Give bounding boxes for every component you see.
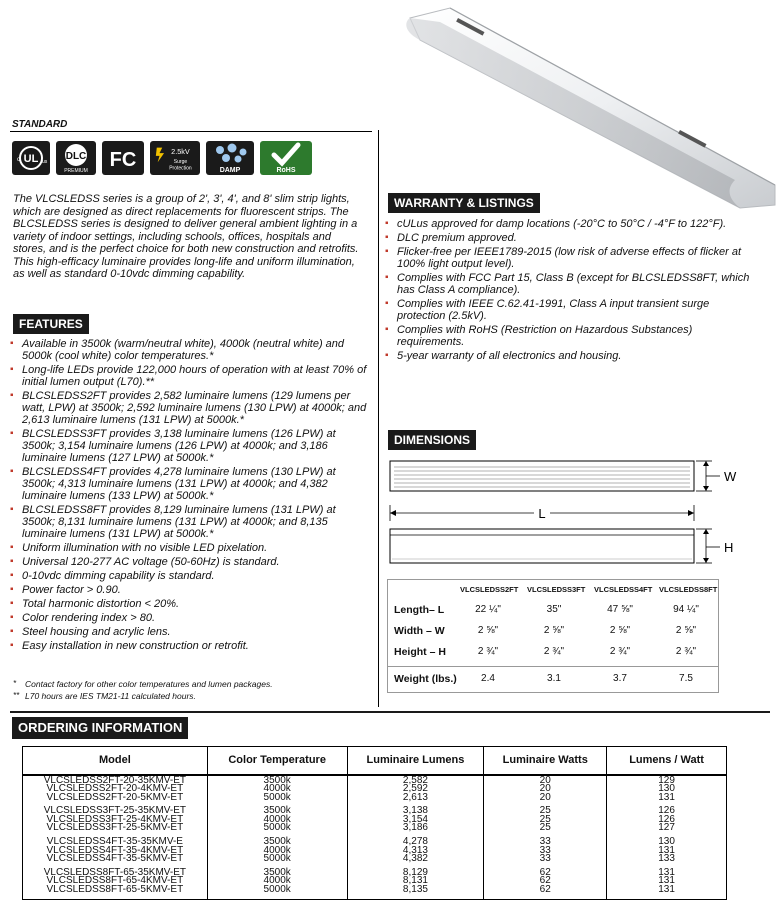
cell-line: 8,131: [402, 875, 428, 887]
list-item: ▪ BLCSLEDSS2FT provides 2,582 luminaire lumens (129 lumens per watt, LPW) at 3500k; 2,592 luminaire lumens (130 LPW) at 4000k; and 2,613 luminaire lumens (131 LPW) at 5000k.*: [10, 390, 370, 426]
column-header: Color Temperature: [207, 747, 347, 775]
table-cell: 22 ¼": [475, 604, 501, 615]
row-label: Width – W: [394, 625, 445, 637]
list-item: ▪ cULus approved for damp locations (-20°C to 50°C / -4°F to 122°F).: [385, 218, 755, 230]
table-cell: [484, 837, 607, 868]
table-cell: [607, 806, 727, 837]
table-row: [23, 868, 727, 899]
cell-line: 20: [539, 783, 551, 795]
cell-line: VLCSLEDSS3FT-25-5KMV-ET: [46, 822, 184, 834]
fcc-logo: [102, 141, 144, 175]
cell-line: VLCSLEDSS2FT-20-4KMV-ET: [46, 783, 184, 795]
cell-line: 126: [658, 805, 675, 817]
cell-line: 25: [539, 805, 551, 817]
cell-line: 4000k: [263, 783, 291, 795]
footnotes: [13, 678, 273, 702]
rohs-logo: [260, 141, 312, 175]
svg-text:FC: FC: [109, 149, 137, 171]
surge-protection-logo: [150, 141, 200, 175]
column-header: VLCSLEDSS8FT: [659, 585, 718, 594]
cell-line: 5000k: [263, 822, 291, 834]
cell-line: 8,135: [402, 884, 428, 896]
cell-line: 25: [539, 813, 551, 825]
table-cell: 2 ¾": [609, 646, 631, 657]
table-cell: [23, 837, 208, 868]
table-cell: [607, 868, 727, 899]
divider: [10, 131, 372, 132]
cell-line: 131: [658, 844, 675, 856]
cell-line: 2,613: [402, 791, 428, 803]
cell-line: VLCSLEDSS8FT-65-35KMV-ET: [43, 866, 186, 878]
cell-line: VLCSLEDSS4FT-35-35KMV-E: [46, 836, 183, 848]
list-item: ▪ Complies with FCC Part 15, Class B (except for BLCSLEDSS8FT, which has Class A compliance).: [385, 272, 755, 296]
table-cell: [607, 775, 727, 807]
svg-text:DAMP: DAMP: [219, 167, 241, 174]
list-item: ▪ Uniform illumination with no visible LED pixelation.: [10, 542, 370, 554]
cell-line: 2,582: [402, 774, 428, 786]
ordering-heading: ORDERING INFORMATION: [12, 717, 188, 739]
svg-text:c: c: [17, 157, 20, 163]
product-image: [380, 0, 780, 210]
cell-line: 131: [658, 884, 675, 896]
table-cell: [347, 837, 484, 868]
cell-line: 4000k: [263, 844, 291, 856]
table-cell: 47 ⅝": [607, 604, 633, 615]
cell-line: 126: [658, 813, 675, 825]
row-label: Length– L: [394, 604, 445, 616]
cell-line: 4,382: [402, 853, 428, 865]
table-cell: 94 ¼": [673, 604, 699, 615]
cell-line: 33: [539, 844, 551, 856]
damp-location-logo: [206, 141, 254, 175]
divider: [10, 711, 770, 713]
list-item: ▪ Complies with RoHS (Restriction on Hazardous Substances) requirements.: [385, 324, 755, 348]
cell-line: 133: [658, 853, 675, 865]
cell-line: 3500k: [263, 836, 291, 848]
column-header: VLCSLEDSS4FT: [594, 585, 653, 594]
cell-line: VLCSLEDSS8FT-65-5KMV-ET: [46, 884, 184, 896]
table-cell: 2 ¾": [477, 646, 499, 657]
table-cell: 2 ¾": [675, 646, 697, 657]
cell-line: 127: [658, 822, 675, 834]
certification-logos: [12, 141, 312, 175]
table-cell: [607, 837, 727, 868]
table-cell: [484, 806, 607, 837]
list-item: ▪ Color rendering index > 80.: [10, 612, 370, 624]
warranty-list: [385, 218, 755, 364]
svg-text:2.5kV: 2.5kV: [171, 147, 190, 157]
cell-line: 131: [658, 866, 675, 878]
warranty-heading: WARRANTY & LISTINGS: [388, 193, 540, 213]
svg-text:Surge: Surge: [173, 159, 188, 166]
standard-label: STANDARD: [12, 119, 68, 130]
ordering-table: [22, 746, 727, 900]
h-label: H: [724, 540, 734, 555]
cell-line: VLCSLEDSS3FT-25-4KMV-ET: [46, 813, 184, 825]
cul-us-logo: [12, 141, 50, 175]
ordering-table-body: [23, 775, 727, 900]
cell-line: 20: [539, 774, 551, 786]
table-cell: 2 ⅝": [543, 625, 565, 636]
list-item: ▪ Flicker-free per IEEE1789-2015 (low risk of adverse effects of flicker at 100% light output level).: [385, 246, 755, 270]
cell-line: 4000k: [263, 813, 291, 825]
svg-text:Protection: Protection: [169, 165, 192, 172]
list-item: ▪ BLCSLEDSS3FT provides 3,138 luminaire lumens (126 LPW) at 3500k; 3,154 luminaire lumens (126 LPW) at 4000k; and 3,186 luminaire lumens (127 LPW) at 5000k.*: [10, 428, 370, 464]
table-cell: [207, 837, 347, 868]
cell-line: 5000k: [263, 853, 291, 865]
cell-line: 4,278: [402, 836, 428, 848]
cell-line: 3,138: [402, 805, 428, 817]
list-item: ▪ BLCSLEDSS4FT provides 4,278 luminaire lumens (130 LPW) at 3500k; 4,313 luminaire lumens (131 LPW) at 4000k; and 4,382 luminaire lumens (133 LPW) at 5000k.*: [10, 466, 370, 502]
cell-line: 62: [539, 884, 551, 896]
dlc-premium-logo: [56, 141, 96, 175]
cell-line: 25: [539, 822, 551, 834]
cell-line: 2,592: [402, 783, 428, 795]
list-item: ▪ Power factor > 0.90.: [10, 584, 370, 596]
table-cell: [207, 775, 347, 807]
footnote: * Contact factory for other color temperatures and lumen packages.: [13, 679, 273, 689]
column-header: VLCSLEDSS2FT: [460, 585, 519, 594]
svg-text:RoHS: RoHS: [276, 167, 296, 174]
svg-text:DLC: DLC: [65, 151, 87, 162]
list-item: ▪ Steel housing and acrylic lens.: [10, 626, 370, 638]
cell-line: 3,186: [402, 822, 428, 834]
table-cell: [207, 868, 347, 899]
list-item: ▪ Complies with IEEE C.62.41-1991, Class A input transient surge protection (2.5kV).: [385, 298, 755, 322]
table-row: [23, 837, 727, 868]
table-row: [23, 775, 727, 807]
row-label: Weight (lbs.): [394, 673, 457, 685]
column-header: VLCSLEDSS3FT: [527, 585, 586, 594]
list-item: ▪ 5-year warranty of all electronics and housing.: [385, 350, 755, 362]
table-cell: [484, 868, 607, 899]
table-cell: 2 ¾": [543, 646, 565, 657]
cell-line: 8,129: [402, 866, 428, 878]
w-label: W: [724, 469, 737, 484]
cell-line: 3500k: [263, 805, 291, 817]
footnote: ** L70 hours are IES TM21-11 calculated hours.: [13, 691, 196, 701]
table-cell: 7.5: [679, 673, 693, 684]
table-cell: 2 ⅝": [609, 625, 631, 636]
cell-line: 62: [539, 875, 551, 887]
column-header: Luminaire Lumens: [347, 747, 484, 775]
dimensions-table: [387, 579, 719, 693]
cell-line: VLCSLEDSS8FT-65-4KMV-ET: [46, 875, 184, 887]
table-cell: [23, 868, 208, 899]
table-cell: [347, 806, 484, 837]
cell-line: 130: [658, 783, 675, 795]
svg-text:PREMIUM: PREMIUM: [64, 168, 88, 174]
dimensions-heading: DIMENSIONS: [388, 430, 476, 450]
table-cell: [347, 775, 484, 807]
table-cell: [347, 868, 484, 899]
list-item: ▪ Long-life LEDs provide 122,000 hours of operation with at least 70% of initial lumen output (L70).**: [10, 364, 370, 388]
cell-line: 5000k: [263, 791, 291, 803]
cell-line: 3500k: [263, 866, 291, 878]
cell-line: VLCSLEDSS4FT-35-5KMV-ET: [46, 853, 184, 865]
list-item: ▪ Universal 120-277 AC voltage (50-60Hz) is standard.: [10, 556, 370, 568]
column-divider: [378, 130, 379, 707]
cell-line: 4000k: [263, 875, 291, 887]
features-heading: FEATURES: [13, 314, 89, 334]
column-header: Model: [23, 747, 208, 775]
cell-line: 33: [539, 853, 551, 865]
cell-line: 131: [658, 875, 675, 887]
divider: [388, 666, 718, 667]
list-item: ▪ 0-10vdc dimming capability is standard.: [10, 570, 370, 582]
list-item: ▪ Available in 3500k (warm/neutral white), 4000k (neutral white) and 5000k (cool white) color temperatures.*: [10, 338, 370, 362]
cell-line: 5000k: [263, 884, 291, 896]
list-item: ▪ BLCSLEDSS8FT provides 8,129 luminaire lumens (131 LPW) at 3500k; 8,131 luminaire lumens (131 LPW) at 4000k; and 8,135 luminaire lumens (131 LPW) at 5000k.*: [10, 504, 370, 540]
table-cell: 2 ⅝": [477, 625, 499, 636]
cell-line: 33: [539, 836, 551, 848]
cell-line: 3500k: [263, 774, 291, 786]
table-row: [23, 806, 727, 837]
column-header: Luminaire Watts: [484, 747, 607, 775]
cell-line: VLCSLEDSS3FT-25-35KMV-ET: [43, 805, 186, 817]
l-label: L: [538, 506, 546, 521]
cell-line: 131: [658, 791, 675, 803]
cell-line: 20: [539, 791, 551, 803]
list-item: ▪ Total harmonic distortion < 20%.: [10, 598, 370, 610]
table-cell: [207, 806, 347, 837]
cell-line: 4,313: [402, 844, 428, 856]
table-cell: 2.4: [481, 673, 495, 684]
cell-line: VLCSLEDSS4FT-35-4KMV-ET: [46, 844, 184, 856]
cell-line: VLCSLEDSS2FT-20-5KMV-ET: [46, 791, 184, 803]
intro-paragraph: The VLCSLEDSS series is a group of 2', 3', 4', and 8' slim strip lights, which are designed as direct replacements for fluorescent strips. The BLCSLEDSS series is designed to deliver general ambient lighting in a variety of indoor settings, including schools, offices, hospitals and stores, and is the perfect choice for both new construction and retrofits. This high-efficacy luminaire provides long-life and uniform illumination, as well as standard 0-10vdc dimming capability.: [13, 193, 359, 280]
table-cell: [484, 775, 607, 807]
table-cell: 2 ⅝": [675, 625, 697, 636]
table-cell: [23, 806, 208, 837]
table-cell: 3.1: [547, 673, 561, 684]
cell-line: 130: [658, 836, 675, 848]
row-label: Height – H: [394, 646, 446, 658]
column-header: Lumens / Watt: [607, 747, 727, 775]
table-cell: 35": [546, 604, 562, 615]
list-item: ▪ Easy installation in new construction or retrofit.: [10, 640, 370, 652]
dimension-drawing: [388, 455, 758, 575]
cell-line: 129: [658, 774, 675, 786]
cell-line: 62: [539, 866, 551, 878]
cell-line: VLCSLEDSS2FT-20-35KMV-ET: [43, 774, 186, 786]
svg-text:us: us: [42, 159, 48, 165]
table-cell: 3.7: [613, 673, 627, 684]
features-list: [10, 338, 370, 654]
cell-line: 3,154: [402, 813, 428, 825]
list-item: ▪ DLC premium approved.: [385, 232, 755, 244]
table-cell: [23, 775, 208, 807]
svg-text:UL: UL: [23, 153, 39, 165]
